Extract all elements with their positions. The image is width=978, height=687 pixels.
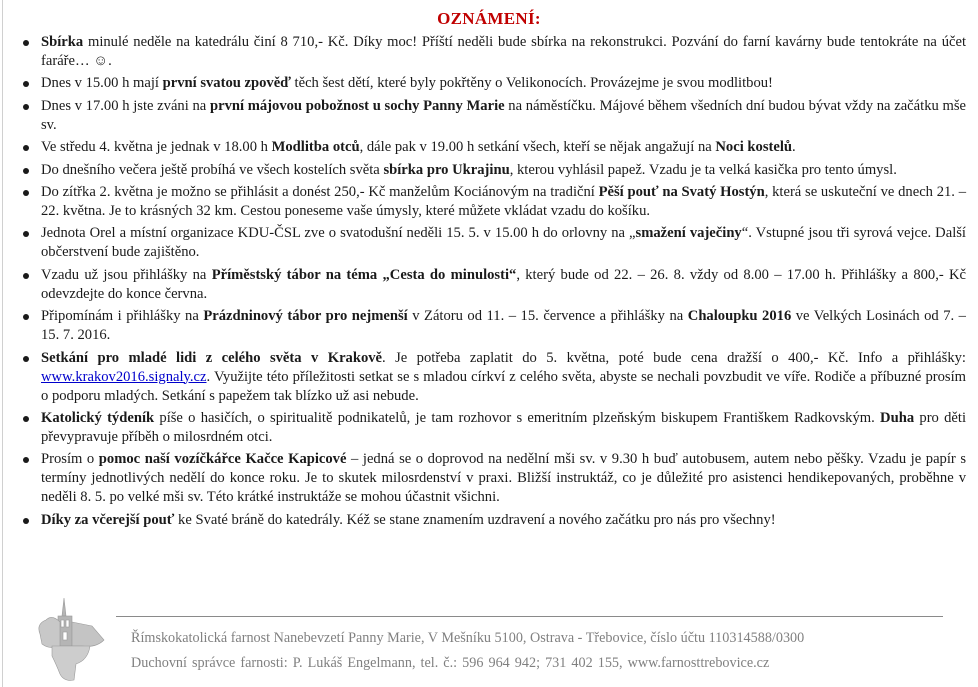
emphasis-text: Díky za včerejší pouť [41, 511, 175, 528]
emphasis-text: Pěší pouť na Svatý Hostýn [598, 183, 765, 200]
body-text: . [792, 139, 796, 156]
announcement-item [20, 307, 966, 345]
body-text: , která se uskuteční ve dnech 21. – 22. května. Je to krásných 32 km. Cestou poneseme vaše úmysly, které můžete vkládat vzadu do košíku. [41, 183, 966, 219]
emphasis-text: Setkání pro mladé lidi z celého světa v Krakově [41, 349, 383, 366]
announcement-item [20, 511, 966, 530]
emphasis-text: Chaloupku 2016 [687, 308, 792, 325]
bullet-icon [23, 273, 29, 279]
body-text: ve Velkých Losinách od 7. – 15. 7. 2016. [41, 308, 966, 344]
body-text: “. Vstupné jsou tři syrová vejce. Další občerstvení bude zajištěno. [41, 225, 966, 261]
page-title: OZNÁMENÍ: [437, 9, 541, 28]
body-text: , dále pak v 19.00 h setkání všech, kteří se nějak angažují na [359, 139, 716, 156]
announcement-item [20, 450, 966, 507]
body-text: na náměstíčku. Májové během všedních dní budou bývat vždy na začátku mše sv. [41, 97, 966, 133]
bullet-icon [23, 314, 29, 320]
bullet-icon [23, 518, 29, 524]
announcement-item [20, 97, 966, 135]
announcement-item [20, 266, 966, 304]
announcement-item [20, 33, 966, 71]
footer-contact: Duchovní správce farnosti: P. Lukáš Engelmann, tel. č.: 596 964 942; 731 402 155, www.farnosttrebovice.cz [131, 655, 770, 671]
announcement-list [20, 33, 966, 533]
body-text: píše o hasičích, o spiritualitě podnikatelů, je tam rozhovor s emeritním plzeňským biskupem Františkem Radkovským. [154, 409, 881, 426]
bullet-icon [23, 416, 29, 422]
bullet-icon [23, 231, 29, 237]
bullet-icon [23, 168, 29, 174]
body-text: – jedná se o doprovod na nedělní mši sv. v 9.30 h buď autobusem, autem nebo pěšky. Vzadu je papír s termíny jednotlivých nedělí do konce roku. Je to skutek milosrdenství v praxi. Bližší instruktáž, co je důležité pro asistenci hendikepovaných, proběhne v neděli 8. 5. po velké mši sv. Této krátké instruktáže se mohou účastnit všichni. [41, 451, 967, 506]
body-text: v Zátoru od 11. – 15. července a přihlášky na [407, 308, 688, 325]
bullet-icon [23, 457, 29, 463]
body-text: , kterou vyhlásil papež. Vzadu je ta velká kasička pro tento úmysl. [509, 161, 897, 178]
emphasis-text: první májovou pobožnost u sochy Panny Marie [209, 97, 505, 114]
emphasis-text: Sbírka [41, 34, 84, 50]
emphasis-text: Katolický týdeník [41, 409, 155, 426]
announcement-item [20, 161, 966, 180]
emphasis-text: smažení vaječiny [635, 225, 742, 242]
krakov-link[interactable]: www.krakov2016.signaly.cz [41, 368, 207, 385]
bullet-icon [23, 104, 29, 110]
emphasis-text: pomoc naší vozíčkářce Kačce Kapicové [98, 451, 347, 468]
emphasis-text: Modlitba otců [271, 139, 360, 156]
emphasis-text: sbírka pro Ukrajinu [383, 161, 510, 178]
body-text: Jednota Orel a místní organizace KDU-ČSL zve o svatodušní neděli 15. 5. v 15.00 h do orlovny na „ [41, 225, 636, 242]
body-text: Do dnešního večera ještě probíhá ve všech kostelích světa [41, 161, 384, 178]
body-text: ke Svaté bráně do katedrály. Kéž se stane znamením uzdravení a nového začátku pro nás pro všechny! [174, 511, 776, 528]
body-text: Připomínám i přihlášky na [41, 308, 204, 325]
bullet-icon [23, 356, 29, 362]
body-text: pro děti převypravuje příběh o milosrdném otci. [41, 409, 967, 445]
body-text: minulé neděle na katedrálu činí 8 710,- Kč. Díky moc! Příští neděli bude sbírka na rekonstrukci. Pozvání do farní kavárny bude tentokráte na účet faráře… ☺. [41, 34, 966, 69]
emphasis-text: Prázdninový tábor pro nejmenší [203, 308, 408, 325]
announcement-item [20, 349, 966, 406]
page-left-border [2, 0, 3, 687]
emphasis-text: první svatou zpověď [162, 75, 291, 92]
body-text: Do zítřka 2. května je možno se přihlásit a donést 250,- Kč manželům Kociánovým na tradiční [41, 183, 599, 200]
emphasis-text: Příměstský tábor na téma „Cesta do minulosti“ [211, 266, 517, 283]
body-text: Dnes v 17.00 h jste zváni na [41, 97, 210, 114]
body-text: Ve středu 4. května je jednak v 18.00 h [41, 139, 272, 156]
body-text: . Je potřeba zaplatit do 5. května, poté bude cena dražší o 400,- Kč. Info a přihlášky: [382, 349, 966, 366]
bullet-icon [23, 81, 29, 87]
announcement-item [20, 224, 966, 262]
body-text: , který bude od 22. – 26. 8. vždy od 8.00 – 17.00 h. Přihlášky a 800,- Kč odevzdejte do konce června. [41, 266, 967, 302]
body-text: Dnes v 15.00 h mají [41, 75, 163, 92]
announcement-item [20, 74, 966, 93]
announcement-item [20, 138, 966, 157]
bullet-icon [23, 40, 29, 46]
emphasis-text: Noci kostelů [715, 139, 793, 156]
announcement-item [20, 409, 966, 447]
church-illustration-icon [30, 594, 114, 684]
body-text: . Využijte této příležitosti setkat se s mladou církví z celého světa, abyste se nechali povzbudit ve víře. Rodiče a příbuzné prosím o podporu mladých. Setkání s papežem tak blízko už asi nebude. [41, 368, 966, 404]
emphasis-text: Duha [880, 409, 915, 426]
footer-parish-address: Římskokatolická farnost Nanebevzetí Panny Marie, V Mešníku 5100, Ostrava - Třebovice, číslo účtu 110314588/0300 [131, 630, 805, 646]
body-text: Prosím o [41, 451, 99, 468]
body-text: těch šest dětí, které byly pokřtěny o Velikonocích. Provázejme je svou modlitbou! [290, 75, 773, 92]
announcement-item [20, 183, 966, 221]
bullet-icon [23, 145, 29, 151]
body-text: Vzadu už jsou přihlášky na [41, 266, 212, 283]
footer-divider [116, 616, 943, 617]
bullet-icon [23, 190, 29, 196]
